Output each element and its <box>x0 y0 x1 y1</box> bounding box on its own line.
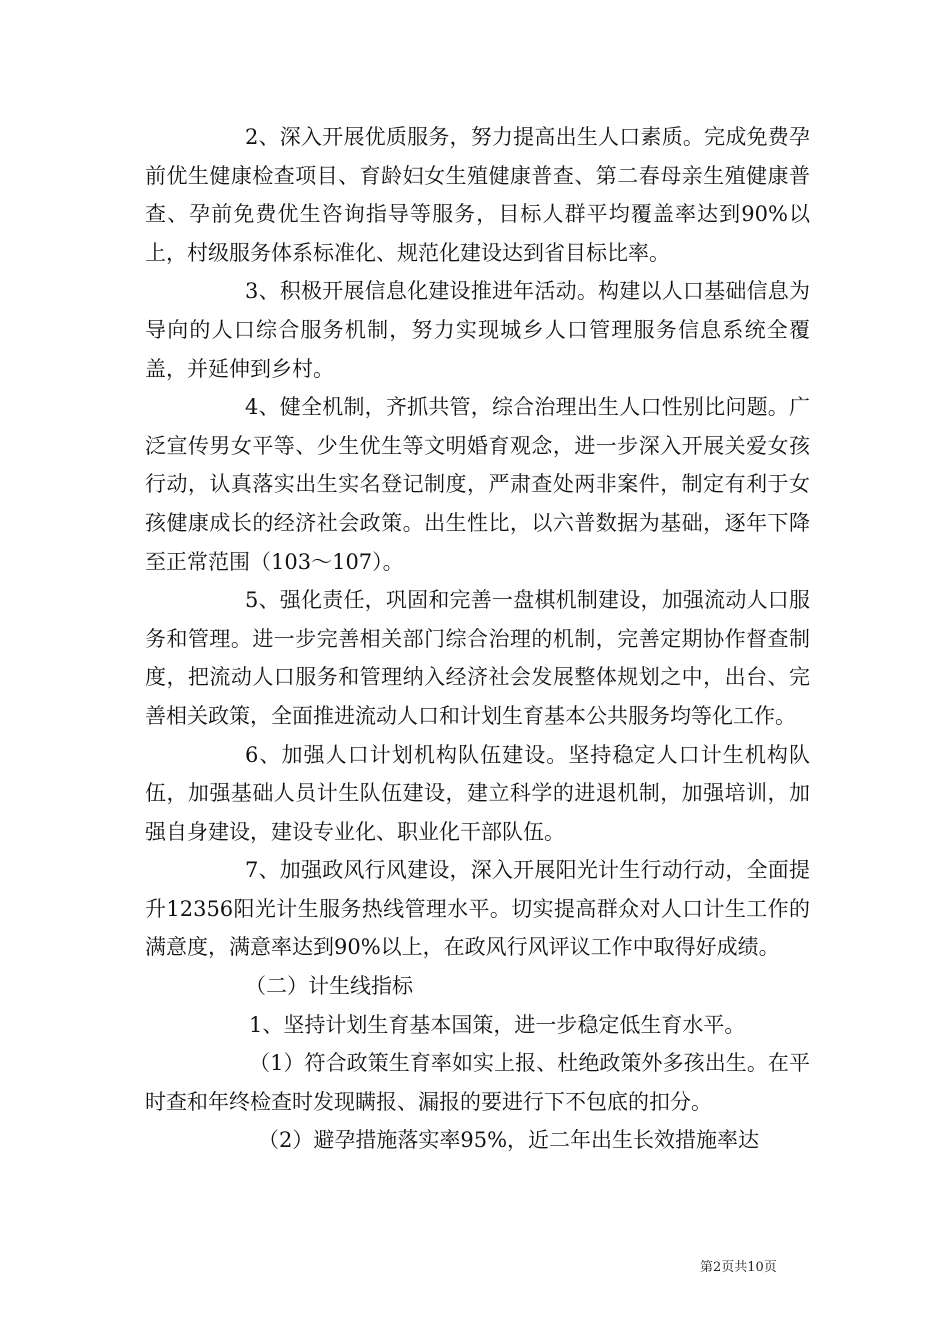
paragraph-quality-service: 2、深入开展优质服务，努力提高出生人口素质。完成免费孕前优生健康检查项目、育龄妇女生殖健康普查、第二春母亲生殖健康普查、孕前免费优生咨询指导等服务，目标人群平均覆盖率达到90%以上，村级服务体系标准化、规范化建设达到省目标比率。 <box>145 125 810 265</box>
section-heading-indicators: （二）计生线指标 <box>245 974 413 999</box>
paragraph-team-building: 6、加强人口计划机构队伍建设。坚持稳定人口计生机构队伍，加强基础人员计生队伍建设，建立科学的进退机制，加强培训，加强自身建设，建设专业化、职业化干部队伍。 <box>145 742 810 844</box>
paragraph-contraception: （2）避孕措施落实率95%，近二年出生长效措施率达 <box>258 1128 760 1153</box>
paragraph-sex-ratio: 4、健全机制，齐抓共管，综合治理出生人口性别比问题。广泛宣传男女平等、少生优生等文明婚育观念，进一步深入开展关爱女孩行动，认真落实出生实名登记制度，严肃查处两非案件，制定有利于女孩健康成长的经济社会政策。出生性比，以六普数据为基础，逐年下降至正常范围（103～107）。 <box>145 395 810 574</box>
paragraph-floating-population: 5、强化责任，巩固和完善一盘棋机制建设，加强流动人口服务和管理。进一步完善相关部门综合治理的机制，完善定期协作督查制度，把流动人口服务和管理纳入经济社会发展整体规划之中，出台、完善相关政策，全面推进流动人口和计划生育基本公共服务均等化工作。 <box>145 588 810 728</box>
paragraph-informatization: 3、积极开展信息化建设推进年活动。构建以人口基础信息为导向的人口综合服务机制，努力实现城乡人口管理服务信息系统全覆盖，并延伸到乡村。 <box>145 279 810 381</box>
page-number-footer: 第2页共10页 <box>700 1260 777 1275</box>
paragraph-work-style: 7、加强政风行风建设，深入开展阳光计生行动行动，全面提升12356阳光计生服务热线管理水平。切实提高群众对人口计生工作的满意度，满意率达到90%以上，在政风行风评议工作中取得好成绩。 <box>145 858 810 960</box>
paragraph-basic-policy: 1、坚持计划生育基本国策，进一步稳定低生育水平。 <box>249 1012 746 1037</box>
paragraph-birth-rate: （1）符合政策生育率如实上报、杜绝政策外多孩出生。在平时查和年终检查时发现瞒报、漏报的要进行下不包底的扣分。 <box>145 1051 810 1114</box>
document-body <box>145 118 810 1160</box>
